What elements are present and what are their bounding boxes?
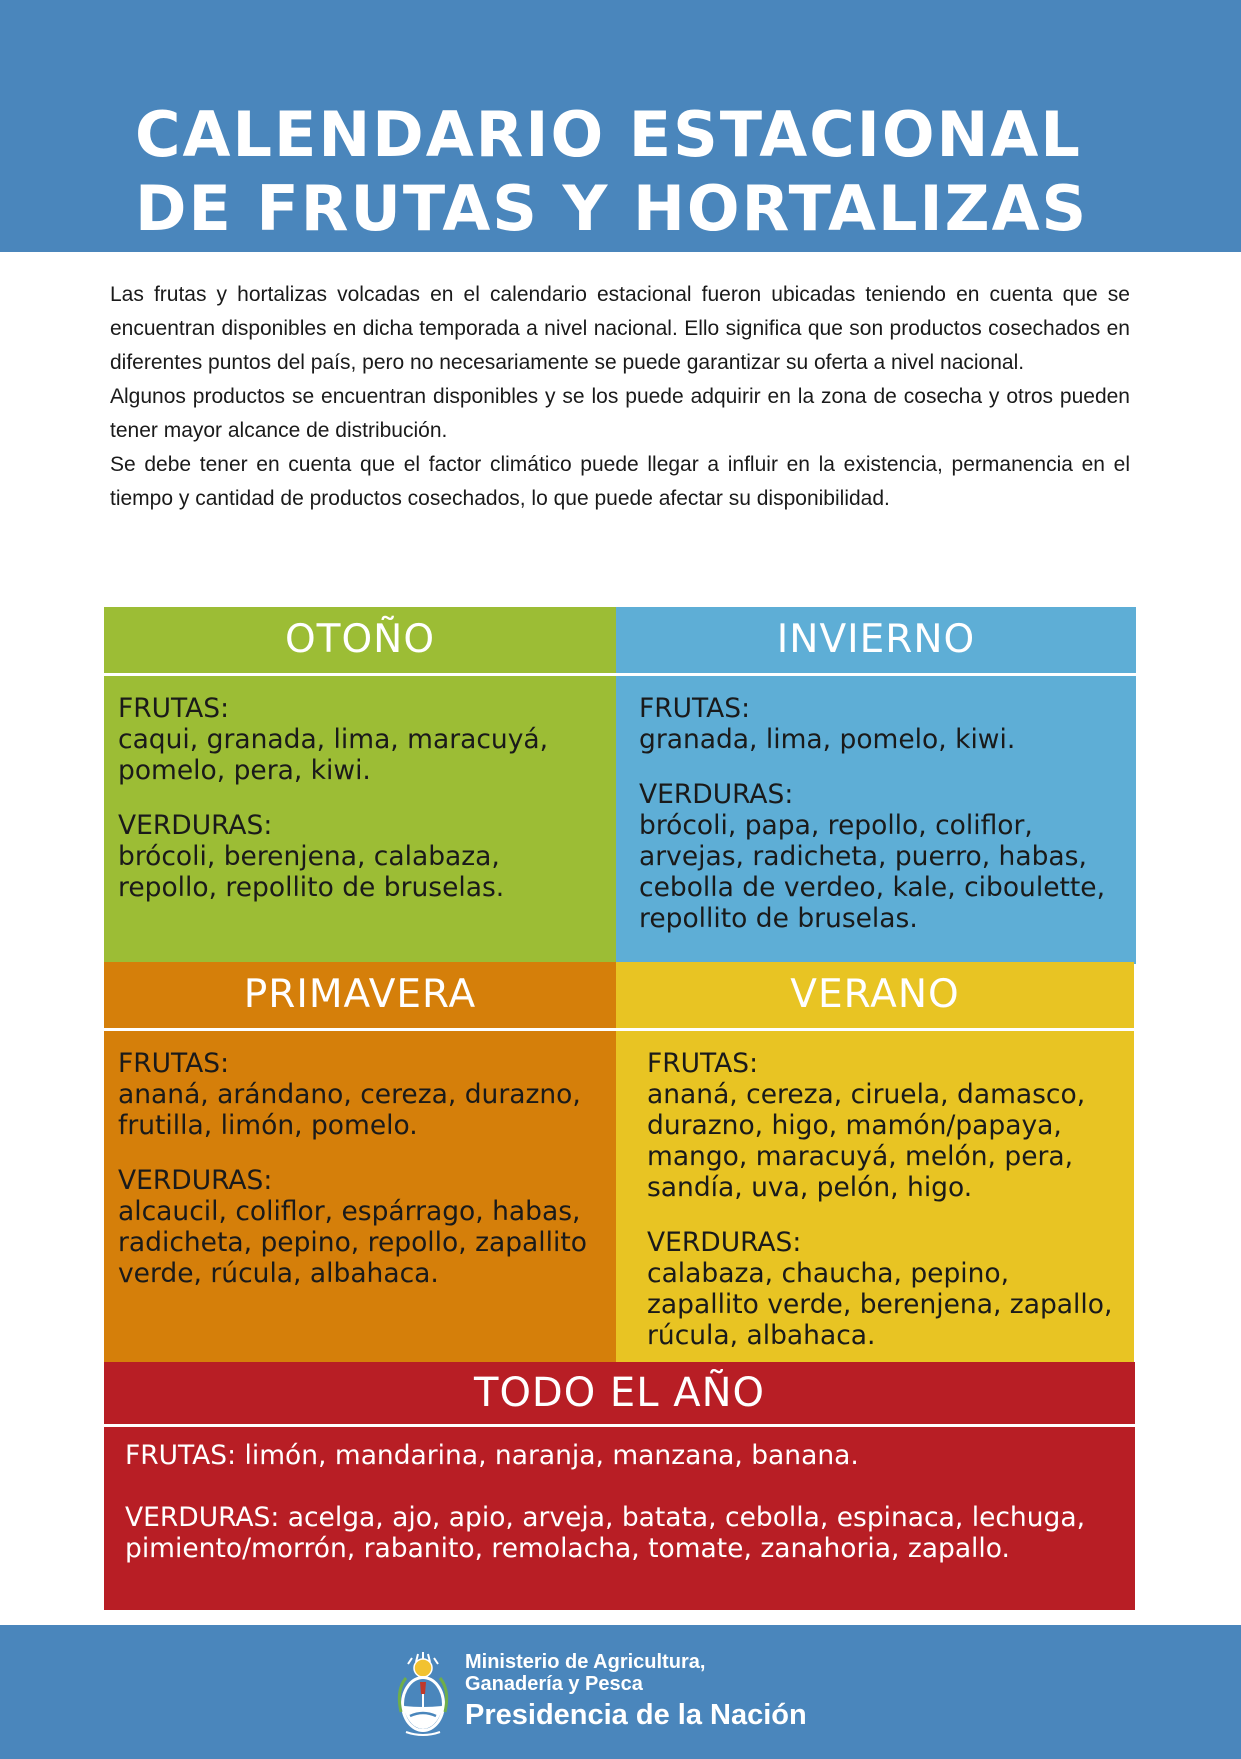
- verduras-block: [118, 810, 606, 903]
- verduras-list: calabaza, chaucha, pepino, zapallito verde, berenjena, zapallo, rúcula, albahaca.: [647, 1258, 1113, 1351]
- verduras-block: [647, 1227, 1124, 1351]
- frutas-label: FRUTAS:: [639, 693, 751, 724]
- frutas-block: [647, 1048, 1124, 1203]
- frutas-list: granada, lima, pomelo, kiwi.: [639, 724, 1016, 755]
- season-verano: [616, 962, 1134, 1362]
- frutas-block: [639, 693, 1126, 755]
- season-content: [125, 1440, 1115, 1564]
- verduras-block: [639, 779, 1126, 934]
- season-content: [639, 693, 1126, 934]
- verduras-label: VERDURAS:: [118, 1165, 273, 1196]
- season-content: [647, 1048, 1124, 1351]
- title-line-2: DE FRUTAS Y HORTALIZAS: [135, 172, 1089, 245]
- verduras-list: brócoli, papa, repollo, coliflor, arvejas, radicheta, puerro, habas, cebolla de verdeo, kale, ciboulette, repollito de bruselas.: [639, 810, 1106, 934]
- season-content: [118, 693, 606, 903]
- verduras-label: VERDURAS:: [639, 779, 794, 810]
- season-title: TODO EL AÑO: [104, 1362, 1135, 1427]
- frutas-block: [125, 1440, 1115, 1471]
- page-header: [0, 0, 1241, 252]
- intro-paragraph: Las frutas y hortalizas volcadas en el calendario estacional fueron ubicadas teniendo en cuenta que se encuentran disponibles en dicha temporada a nivel nacional. Ello significa que son productos cosechados en diferentes puntos del país, pero no necesariamente se puede garantizar su oferta a nivel nacional.: [110, 283, 1130, 374]
- verduras-label: VERDURAS:: [118, 810, 273, 841]
- season-title: INVIERNO: [616, 607, 1136, 676]
- season-invierno: [616, 607, 1136, 964]
- season-title: PRIMAVERA: [104, 962, 616, 1031]
- ministry-line-2: Ganadería y Pesca: [465, 1673, 643, 1695]
- frutas-list: ananá, arándano, cereza, durazno, frutilla, limón, pomelo.: [118, 1079, 581, 1141]
- verduras-block: [125, 1502, 1115, 1564]
- frutas-block: [118, 1048, 606, 1141]
- intro-paragraph: Se debe tener en cuenta que el factor climático puede llegar a influir en la existencia, permanencia en el tiempo y cantidad de productos cosechados, lo que puede afectar su disponibilidad.: [110, 453, 1130, 510]
- ministry-line-1: Ministerio de Agricultura,: [465, 1651, 706, 1673]
- season-todo-el-ano: [104, 1362, 1135, 1610]
- intro-paragraph: Algunos productos se encuentran disponibles y se los puede adquirir en la zona de cosecha y otros pueden tener mayor alcance de distribución.: [110, 385, 1130, 442]
- verduras-list: acelga, ajo, apio, arveja, batata, cebolla, espinaca, lechuga, pimiento/morrón, rabanito, remolacha, tomate, zanahoria, zapallo.: [125, 1502, 1086, 1564]
- page-title: [135, 98, 1088, 246]
- season-content: [118, 1048, 606, 1289]
- coat-of-arms-icon: [396, 1650, 450, 1738]
- season-otono: [104, 607, 616, 962]
- season-title: VERANO: [616, 962, 1134, 1031]
- frutas-label: FRUTAS:: [118, 693, 230, 724]
- title-line-1: CALENDARIO ESTACIONAL: [135, 98, 1082, 171]
- verduras-label: VERDURAS:: [125, 1502, 288, 1533]
- page-footer: [0, 1625, 1241, 1759]
- frutas-block: [118, 693, 606, 786]
- verduras-block: [118, 1165, 606, 1289]
- verduras-list: brócoli, berenjena, calabaza, repollo, repollito de bruselas.: [118, 841, 505, 903]
- frutas-list: caqui, granada, lima, maracuyá, pomelo, pera, kiwi.: [118, 724, 549, 786]
- season-primavera: [104, 962, 616, 1362]
- season-title: OTOÑO: [104, 607, 616, 676]
- frutas-list: limón, mandarina, naranja, manzana, banana.: [244, 1440, 859, 1471]
- frutas-label: FRUTAS:: [647, 1048, 759, 1079]
- frutas-list: ananá, cereza, ciruela, damasco, durazno, higo, mamón/papaya, mango, maracuyá, melón, pera, sandía, uva, pelón, higo.: [647, 1079, 1086, 1203]
- frutas-label: FRUTAS:: [125, 1440, 245, 1471]
- verduras-label: VERDURAS:: [647, 1227, 802, 1258]
- verduras-list: alcaucil, coliflor, espárrago, habas, radicheta, pepino, repollo, zapallito verde, rúcula, albahaca.: [118, 1196, 587, 1289]
- presidency-label: Presidencia de la Nación: [465, 1699, 807, 1731]
- ministry-block: [465, 1651, 807, 1733]
- intro-text: [110, 278, 1130, 516]
- frutas-label: FRUTAS:: [118, 1048, 230, 1079]
